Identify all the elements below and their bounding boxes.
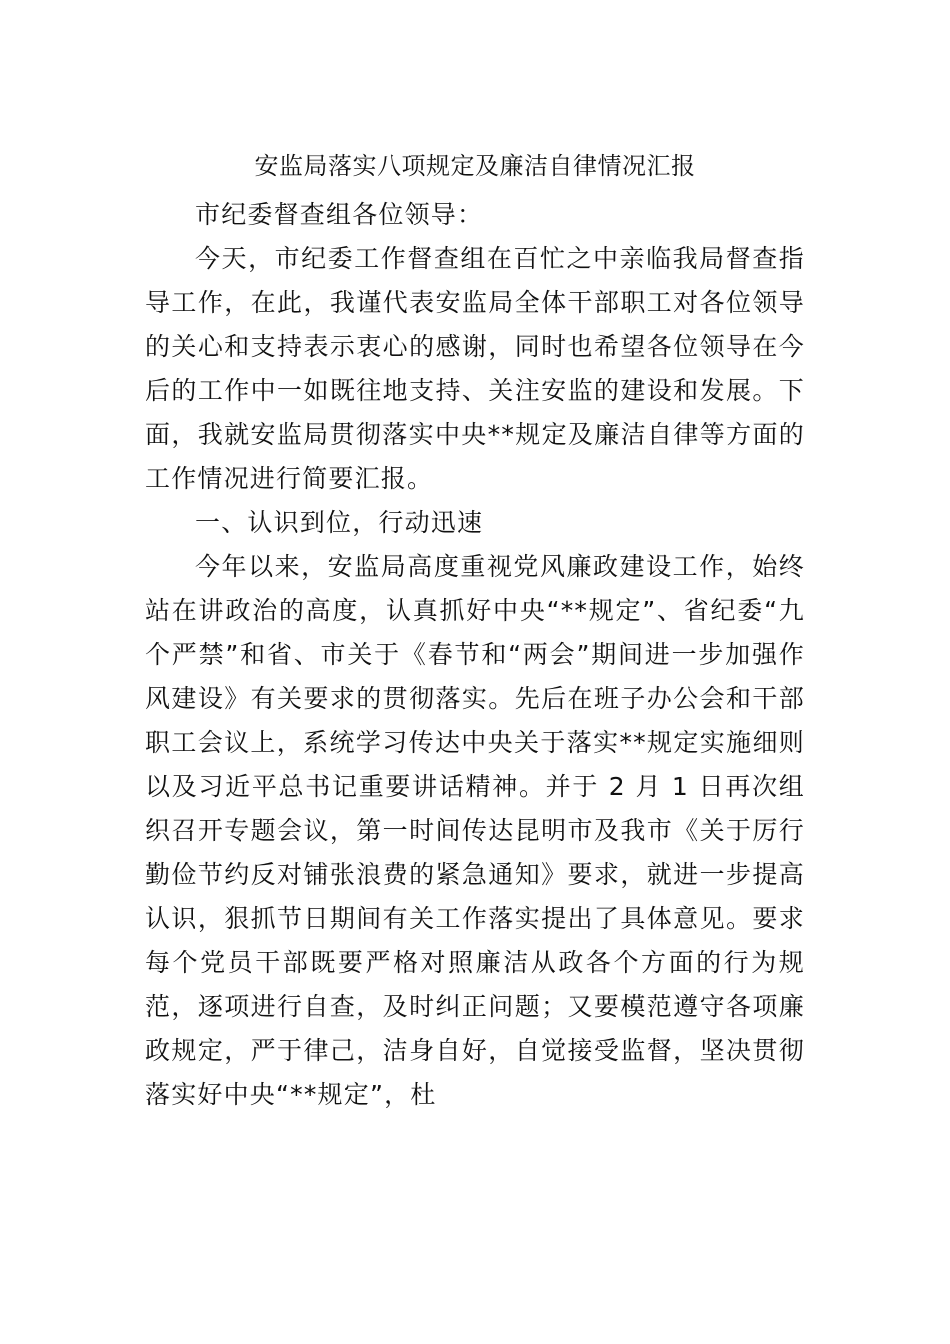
section-paragraph-1: 今年以来，安监局高度重视党风廉政建设工作，始终站在讲政治的高度，认真抓好中央“**规定”、省纪委“九个严禁”和省、市关于《春节和“两会”期间进一步加强作风建设》有关要求的贯彻落实。先后在班子办公会和干部职工会议上，系统学习传达中央关于落实**规定实施细则以及习近平总书记重要讲话精神。并于 2 月 1 日再次组织召开专题会议，第一时间传达昆明市及我市《关于厉行勤俭节约反对铺张浪费的紧急通知》要求，就进一步提高认识，狠抓节日期间有关工作落实提出了具体意见。要求每个党员干部既要严格对照廉洁从政各个方面的行为规范，逐项进行自查，及时纠正问题；又要模范遵守各项廉政规定，严于律己，洁身自好，自觉接受监督，坚决贯彻落实好中央“**规定”，杜 — [145, 552, 805, 1109]
salutation: 市纪委督查组各位领导： — [195, 200, 484, 229]
section-heading-1: 一、认识到位，行动迅速 — [195, 508, 484, 537]
document-body — [145, 193, 805, 1117]
intro-paragraph: 今天，市纪委工作督查组在百忙之中亲临我局督查指导工作，在此，我谨代表安监局全体干部职工对各位领导的关心和支持表示衷心的感谢，同时也希望各位领导在今后的工作中一如既往地支持、关注安监的建设和发展。下面，我就安监局贯彻落实中央**规定及廉洁自律等方面的工作情况进行简要汇报。 — [145, 244, 805, 493]
document-title: 安监局落实八项规定及廉洁自律情况汇报 — [254, 152, 696, 180]
